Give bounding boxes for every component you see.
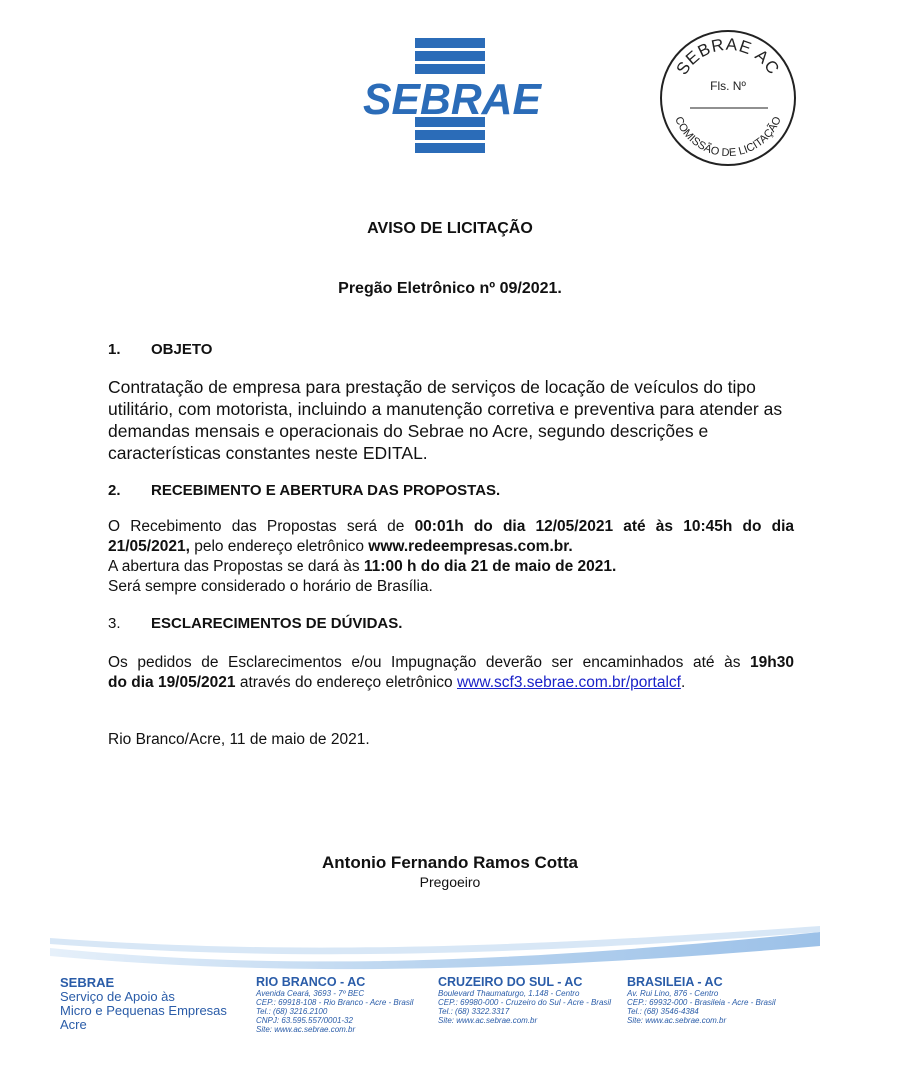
section-number: 1. xyxy=(108,341,121,358)
section-number: 2. xyxy=(108,482,121,499)
receipt-end-date: 21/05/2021, xyxy=(108,538,190,555)
office-line: CNPJ: 63.595.557/0001-32 xyxy=(256,1016,353,1025)
receipt-period: 00:01h do dia 12/05/2021 até às 10:45h do dia xyxy=(414,518,794,535)
deadline-time: 19h30 xyxy=(750,654,794,671)
paragraph-line xyxy=(108,557,794,577)
svg-text:SEBRAE AC xyxy=(673,35,784,79)
office-line: Site: www.ac.sebrae.com.br xyxy=(627,1016,727,1025)
licitacao-stamp xyxy=(658,28,798,168)
stamp-top-text: SEBRAE AC xyxy=(672,34,784,79)
office-line: Boulevard Thaumaturgo, 1.148 - Centro xyxy=(438,989,580,998)
office-line: Site: www.ac.sebrae.com.br xyxy=(256,1025,356,1034)
section-title: RECEBIMENTO E ABERTURA DAS PROPOSTAS. xyxy=(151,482,501,499)
document-title: AVISO DE LICITAÇÃO xyxy=(367,220,533,237)
text-run: Os pedidos de Esclarecimentos e/ou Impugnação deverão ser encaminhados até às xyxy=(108,654,751,671)
text-run: O Recebimento das Propostas será de xyxy=(108,518,415,535)
office-line: CEP.: 69918-108 - Rio Branco - Acre - Brasil xyxy=(256,998,414,1007)
office-line: Tel.: (68) 3546-4384 xyxy=(627,1007,699,1016)
sebrae-logo xyxy=(360,38,545,153)
date-line: Rio Branco/Acre, 11 de maio de 2021. xyxy=(108,731,370,748)
office-name: RIO BRANCO - AC xyxy=(256,975,366,989)
paragraph-line: Será sempre considerado o horário de Brasília. xyxy=(108,578,433,595)
office-line: Av. Rui Lino, 876 - Centro xyxy=(627,989,719,998)
signer-role: Pregoeiro xyxy=(419,874,481,890)
footer-office-brasileia xyxy=(627,975,776,1025)
text-run: através do endereço eletrônico xyxy=(235,674,457,691)
logo-text: SEBRAE xyxy=(363,75,543,124)
footer-wave-decoration xyxy=(50,910,820,970)
footer-org-line: Serviço de Apoio às xyxy=(60,989,175,1004)
opening-datetime: 11:00 h do dia 21 de maio de 2021. xyxy=(363,558,617,575)
office-line: Tel.: (68) 3322.3317 xyxy=(438,1007,510,1016)
footer-office-rio-branco xyxy=(256,975,413,1034)
office-line: Avenida Ceará, 3693 - 7º BEC xyxy=(256,989,365,998)
paragraph-line xyxy=(108,537,794,557)
section-2-heading xyxy=(108,482,500,499)
portal-link[interactable]: www.scf3.sebrae.com.br/portalcf xyxy=(456,674,681,691)
stamp-label: Fls. Nº xyxy=(710,79,746,93)
office-name: CRUZEIRO DO SUL - AC xyxy=(438,975,583,989)
section-number: 3. xyxy=(108,615,121,632)
footer-org-line: Acre xyxy=(60,1017,87,1032)
footer-org-line: Micro e Pequenas Empresas xyxy=(60,1003,227,1018)
document-subtitle: Pregão Eletrônico nº 09/2021. xyxy=(338,280,562,297)
section-2-body xyxy=(108,517,794,597)
text-run: . xyxy=(680,674,686,691)
text-run: pelo endereço eletrônico xyxy=(189,538,369,555)
office-name: BRASILEIA - AC xyxy=(627,975,723,989)
footer-org-name: SEBRAE xyxy=(60,975,115,990)
office-line: CEP.: 69980-000 - Cruzeiro do Sul - Acre - Brasil xyxy=(438,998,611,1007)
section-title: OBJETO xyxy=(151,341,213,358)
section-3-heading xyxy=(108,615,402,632)
paragraph-line xyxy=(108,653,794,673)
office-line: CEP.: 69932-000 - Brasileia - Acre - Brasil xyxy=(627,998,776,1007)
office-line: Tel.: (68) 3216.2100 xyxy=(256,1007,328,1016)
section-1-body: Contratação de empresa para prestação de serviços de locação de veículos do tipo utilitário, com motorista, incluindo a manutenção corretiva e preventiva para atender as demandas mensais e operacionais do Sebrae no Acre, segundo descrições e características constantes neste EDITAL. xyxy=(108,377,783,463)
section-3-body xyxy=(108,653,794,693)
footer-organization xyxy=(60,975,250,1032)
signer-name: Antonio Fernando Ramos Cotta xyxy=(322,853,578,872)
paragraph-line xyxy=(108,517,794,537)
text-run: A abertura das Propostas se dará às xyxy=(108,558,364,575)
section-1-heading xyxy=(108,341,212,358)
office-line: Site: www.ac.sebrae.com.br xyxy=(438,1016,538,1025)
section-title: ESCLARECIMENTOS DE DÚVIDAS. xyxy=(151,615,403,632)
paragraph-line xyxy=(108,673,794,693)
deadline-date: do dia 19/05/2021 xyxy=(108,674,236,691)
footer-office-cruzeiro-do-sul xyxy=(438,975,611,1025)
website-address: www.redeempresas.com.br. xyxy=(368,538,573,555)
stamp-bottom-text: COMISSÃO DE LICITAÇÃO xyxy=(672,114,784,160)
